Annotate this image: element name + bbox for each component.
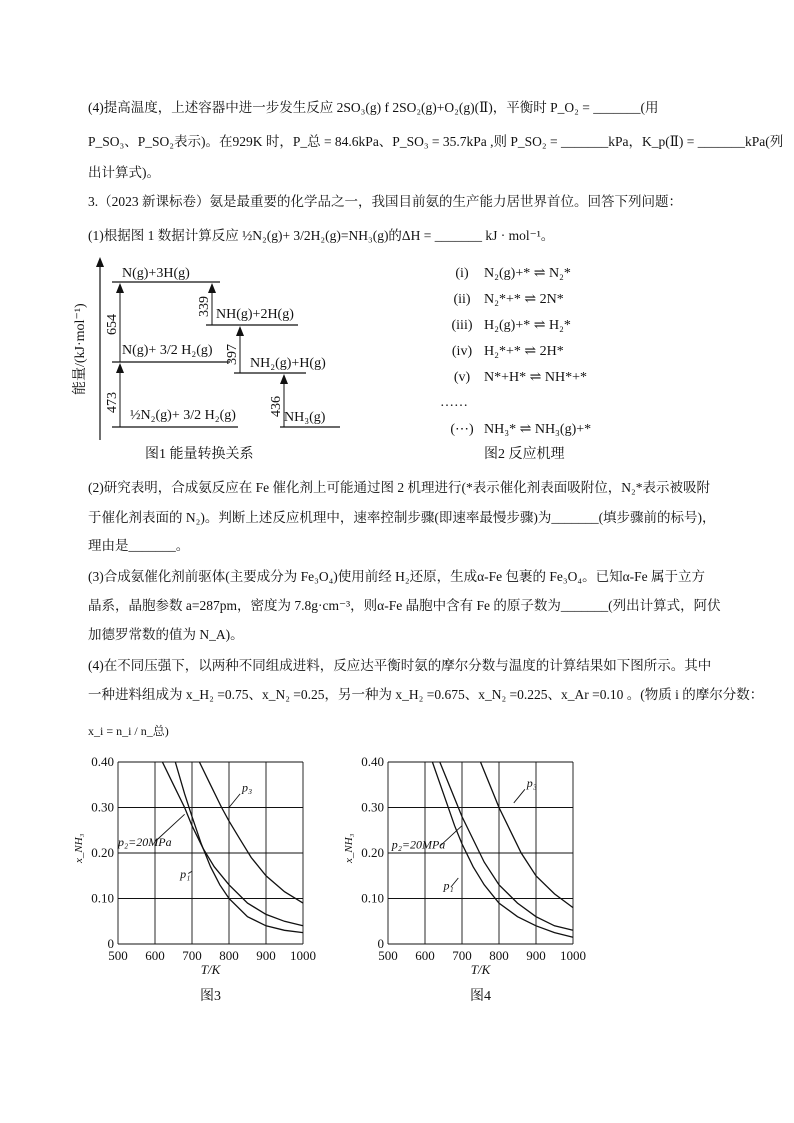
x-tick-label: 800 <box>489 948 509 963</box>
series-label: p₂=20MPa <box>391 837 446 852</box>
x-tick-label: 600 <box>145 948 165 963</box>
q3-part3-line3: 加德罗常数的值为 N_A)。 <box>88 627 244 642</box>
mech-step: …… <box>440 395 468 410</box>
fig1-value-436: 436 <box>269 396 284 417</box>
fig1-ylabel: 能量/(kJ·mol⁻¹) <box>73 303 88 395</box>
fig1-label-nh: NH(g)+2H(g) <box>216 307 294 322</box>
y-tick-label: 0.20 <box>91 845 114 860</box>
series-line <box>432 762 573 937</box>
x-tick-label: 600 <box>415 948 435 963</box>
fig1-label-nh2: NH₂(g)+H(g) <box>250 356 326 371</box>
x-tick-label: 700 <box>452 948 472 963</box>
series-leader-line <box>514 789 525 803</box>
y-tick-label: 0.40 <box>91 754 114 769</box>
mech-step: (⋯) NH₃* ⇌ NH₃(g)+* <box>450 422 592 437</box>
y-tick-label: 0.30 <box>361 799 384 815</box>
fig1-axis-arrow <box>96 257 104 267</box>
mech-step: (v) N*+H* ⇌ NH*+* <box>453 370 587 385</box>
x-tick-label: 1000 <box>560 948 586 963</box>
y-axis-label: x_NH₃ <box>73 833 85 863</box>
fig1-label-bottom: ½N₂(g)+ 3/2 H₂(g) <box>130 408 236 423</box>
fig1-label-nh3: NH₃(g) <box>284 410 326 425</box>
fig2-caption: 图2 反应机理 <box>484 447 565 462</box>
fig1-caption: 图1 能量转换关系 <box>145 447 254 462</box>
fig1-value-339: 339 <box>197 296 212 317</box>
series-label: p₃ <box>526 776 537 791</box>
q2-p4-line3: 出计算式)。 <box>88 165 160 180</box>
x-tick-label: 900 <box>256 948 276 963</box>
y-tick-label: 0.10 <box>361 890 384 906</box>
y-tick-label: 0 <box>107 936 114 951</box>
series-label: p₃ <box>241 780 253 795</box>
x-axis-label: T/K <box>470 962 491 977</box>
series-label: p₁ <box>443 878 454 893</box>
figure1-energy-diagram <box>70 255 326 465</box>
fig1-value-473: 473 <box>105 392 120 413</box>
x-tick-label: 700 <box>182 948 202 963</box>
y-tick-label: 0 <box>377 936 384 951</box>
chart-fig3 <box>60 750 320 1010</box>
chart-fig4 <box>330 750 600 1010</box>
fig1-value-654: 654 <box>105 314 120 335</box>
q3-part4-line1: (4)在不同压强下，以两种不同组成进料，反应达平衡时氨的摩尔分数与温度的计算结果如下图所示。其中 <box>88 658 712 673</box>
q2-p4-line2: P_SO₃、P_SO₂表示)。在929K 时，P_总 = 84.6kPa、P_SO₃ = 35.7kPa ,则 P_SO₂ = _______kPa，K_p(Ⅱ) = _______kPa(列 <box>88 134 784 149</box>
y-tick-label: 0.40 <box>361 754 384 769</box>
mech-step: (ii) N₂*+* ⇌ 2N* <box>453 292 564 307</box>
chart-caption: 图4 <box>470 989 491 1004</box>
q3-part3-line1: (3)合成氨催化剂前驱体(主要成分为 Fe₃O₄)使用前经 H₂还原，生成α-Fe 包裹的 Fe₃O₄。已知α-Fe 属于立方 <box>88 569 706 584</box>
y-tick-label: 0.20 <box>361 845 384 860</box>
fig1-value-397: 397 <box>225 344 240 365</box>
fig1-label-mid1: N(g)+ 3/2 H₂(g) <box>122 343 213 358</box>
series-line <box>175 762 303 933</box>
q3-part4-line3: x_i = n_i / n_总) <box>88 724 169 738</box>
q2-p4-line1: (4)提高温度，上述容器中进一步发生反应 2SO₃(g) f 2SO₂(g)+O₂(g)(Ⅱ)，平衡时 P_O₂ = _______(用 <box>88 100 659 115</box>
mech-step: (iii) H₂(g)+* ⇌ H₂* <box>451 318 571 333</box>
x-tick-label: 1000 <box>290 948 316 963</box>
mech-step: (i) N₂(g)+* ⇌ N₂* <box>455 266 571 281</box>
x-tick-label: 500 <box>108 948 128 963</box>
q3-intro: 3.（2023 新课标卷）氨是最重要的化学品之一，我国目前氨的生产能力居世界首位。回答下列问题： <box>88 194 682 209</box>
series-leader-line <box>229 794 240 808</box>
q3-part3-line2: 晶系，晶胞参数 a=287pm，密度为 7.8g·cm⁻³，则α-Fe 晶胞中含有 Fe 的原子数为_______(列出计算式，阿伏 <box>88 598 721 613</box>
q3-part2-line2: 于催化剂表面的 N₂)。判断上述反应机理中，速率控制步骤(即速率最慢步骤)为_______(填步骤前的标号)， <box>88 510 716 525</box>
q3-part2-line1: (2)研究表明，合成氨反应在 Fe 催化剂上可能通过图 2 机理进行(*表示催化剂表面吸附位，N₂*表示被吸附 <box>88 480 710 495</box>
chart-caption: 图3 <box>200 989 221 1004</box>
y-axis-label: x_NH₃ <box>343 833 355 863</box>
q3-part1: (1)根据图 1 数据计算反应 ½N₂(g)+ 3/2H₂(g)=NH₃(g)的ΔH = _______ kJ · mol⁻¹。 <box>88 228 555 243</box>
x-axis-label: T/K <box>200 962 221 977</box>
y-tick-label: 0.30 <box>91 799 114 815</box>
mech-step: (iv) H₂*+* ⇌ 2H* <box>451 344 564 359</box>
x-tick-label: 500 <box>378 948 398 963</box>
figure2-mechanism <box>440 265 591 447</box>
q3-part2-line3: 理由是_______。 <box>88 538 190 553</box>
series-label: p₂=20MPa <box>118 835 172 850</box>
x-tick-label: 800 <box>219 948 239 963</box>
q3-part4-line2: 一种进料组成为 x_H₂ =0.75、x_N₂ =0.25，另一种为 x_H₂ =0.675、x_N₂ =0.225、x_Ar =0.10 。(物质 i 的摩尔分数： <box>88 687 764 702</box>
x-tick-label: 900 <box>526 948 546 963</box>
y-tick-label: 0.10 <box>91 890 114 906</box>
fig1-label-top: N(g)+3H(g) <box>122 266 190 281</box>
series-label: p₁ <box>180 867 191 882</box>
series-line <box>440 762 573 930</box>
